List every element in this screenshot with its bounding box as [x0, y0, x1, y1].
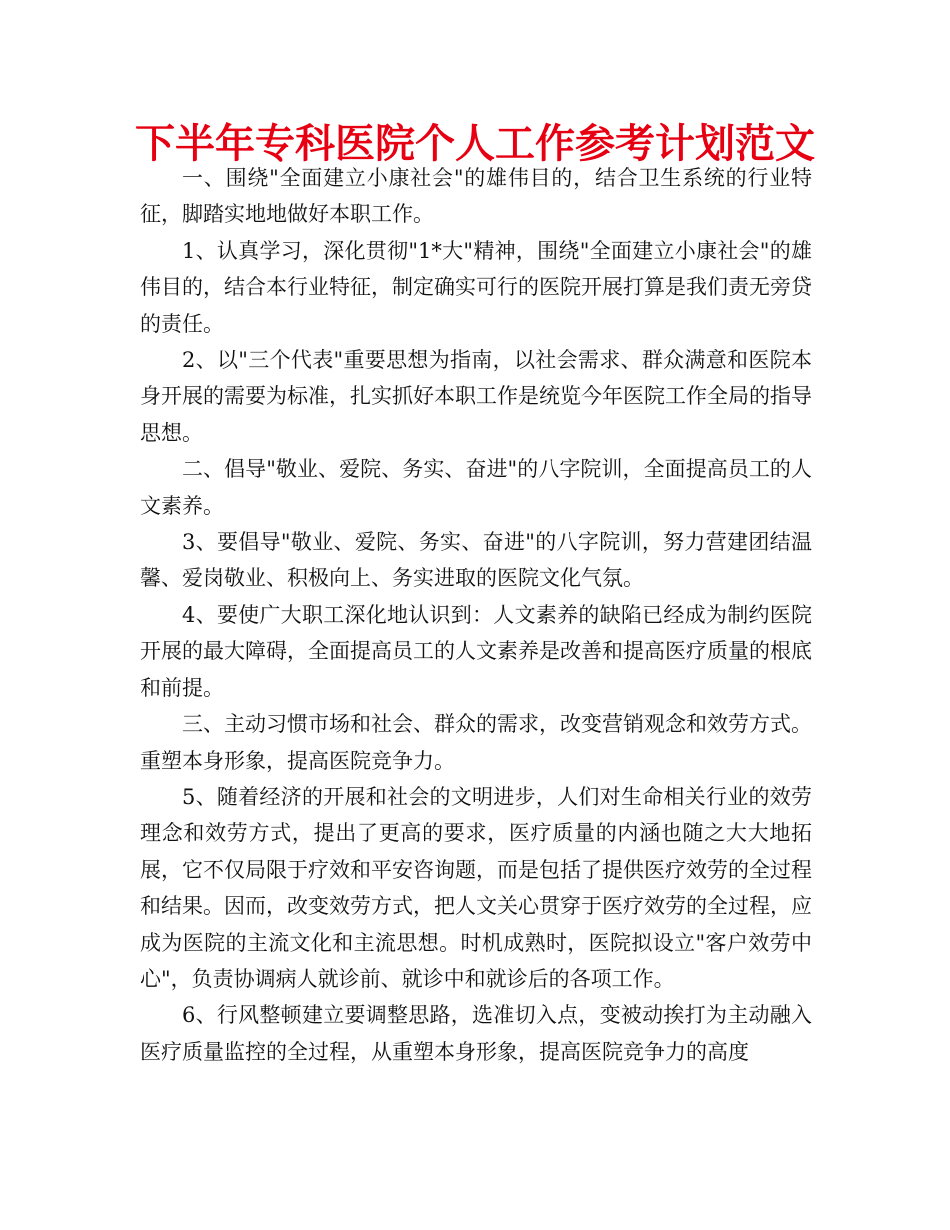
paragraph-2: 1、认真学习，深化贯彻"1*大"精神，围绕"全面建立小康社会"的雄伟目的，结合本行业特征，制定确实可行的医院开展打算是我们责无旁贷的责任。: [140, 238, 812, 336]
paragraph-5: 3、要倡导"敬业、爱院、务实、奋进"的八字院训，努力营建团结温馨、爱岗敬业、积极向上、务实进取的医院文化气氛。: [140, 530, 812, 591]
paragraph-1: 一、围绕"全面建立小康社会"的雄伟目的，结合卫生系统的行业特征，脚踏实地地做好本职工作。: [140, 166, 812, 227]
document-title: 下半年专科医院个人工作参考计划范文: [135, 121, 815, 167]
paragraph-4: 二、倡导"敬业、爱院、务实、奋进"的八字院训，全面提高员工的人文素养。: [140, 457, 812, 518]
paragraph-8: 5、随着经济的开展和社会的文明进步，人们对生命相关行业的效劳理念和效劳方式，提出了更高的要求，医疗质量的内涵也随之大大地拓展，它不仅局限于疗效和平安咨询题，而是包括了提供医疗效劳的全过程和结果。因而，改变效劳方式，把人文关心贯穿于医疗效劳的全过程，应成为医院的主流文化和主流思想。时机成熟时，医院拟设立"客户效劳中心"，负责协调病人就诊前、就诊中和就诊后的各项工作。: [140, 784, 812, 991]
document-body: [140, 160, 812, 1070]
paragraph-7: 三、主动习惯市场和社会、群众的需求，改变营销观念和效劳方式。重塑本身形象，提高医院竞争力。: [140, 712, 812, 773]
paragraph-9: 6、行风整顿建立要调整思路，选准切入点，变被动挨打为主动融入医疗质量监控的全过程，从重塑本身形象，提高医院竞争力的高度: [140, 1003, 812, 1064]
paragraph-3: 2、以"三个代表"重要思想为指南，以社会需求、群众满意和医院本身开展的需要为标准，扎实抓好本职工作是统览今年医院工作全局的指导思想。: [140, 348, 812, 445]
paragraph-6: 4、要使广大职工深化地认识到：人文素养的缺陷已经成为制约医院开展的最大障碍，全面提高员工的人文素养是改善和提高医疗质量的根底和前提。: [140, 602, 812, 700]
